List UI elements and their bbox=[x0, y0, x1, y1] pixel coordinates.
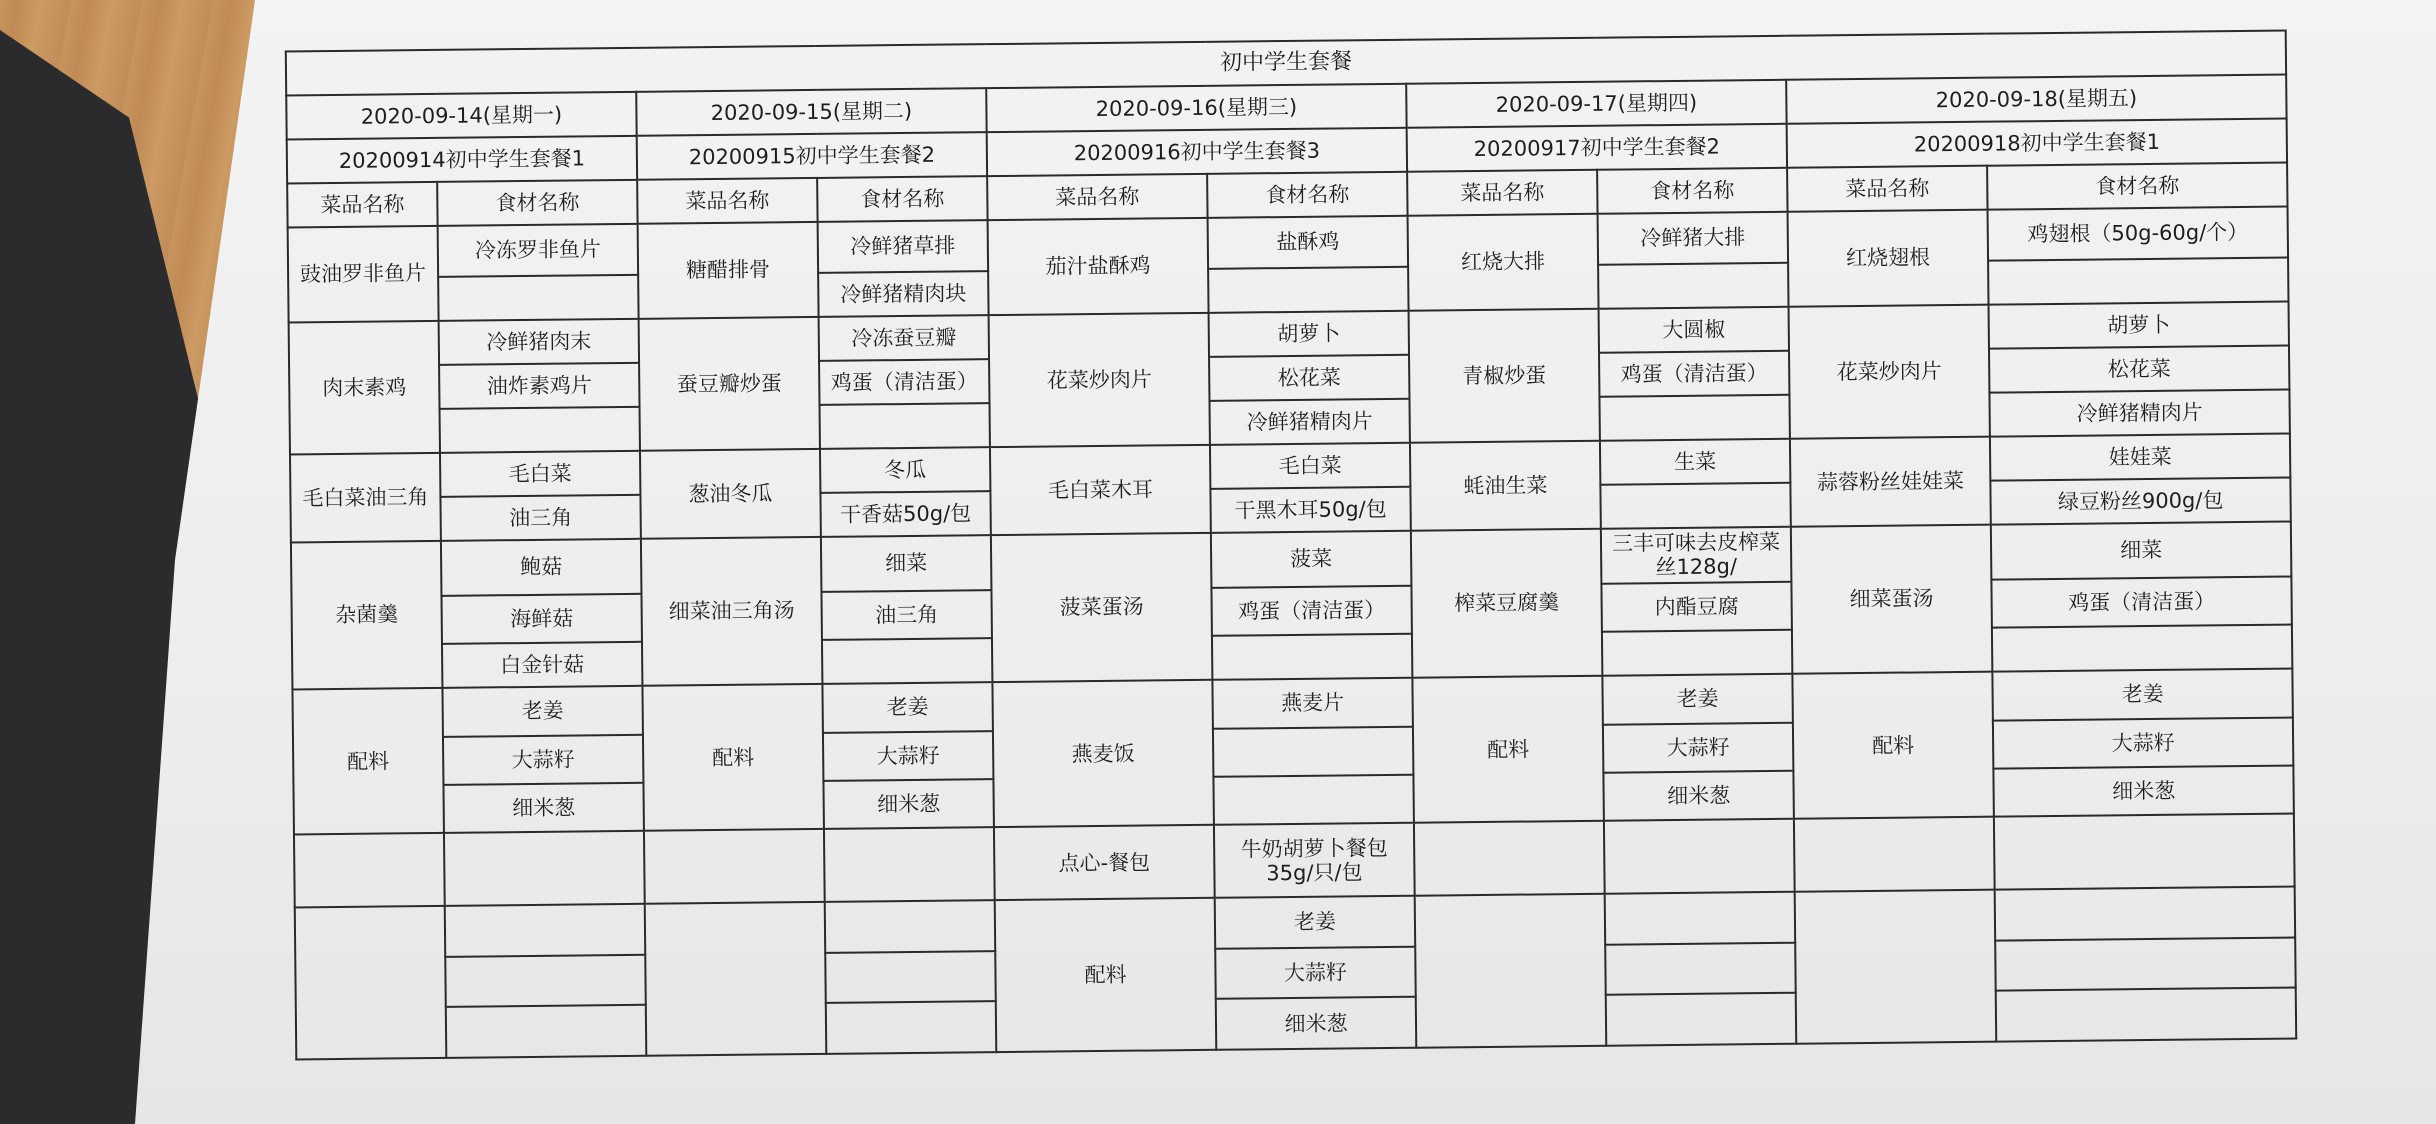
col-header-ingredient: 食材名称 bbox=[1597, 168, 1787, 214]
empty-cell bbox=[1606, 993, 1797, 1046]
ingredient: 鲍菇 bbox=[441, 539, 642, 596]
empty-cell bbox=[1605, 892, 1796, 945]
empty-cell bbox=[826, 1001, 997, 1054]
ingredient: 大蒜籽 bbox=[443, 734, 643, 784]
dish-name: 配料 bbox=[292, 688, 444, 835]
col-header-ingredient: 食材名称 bbox=[437, 180, 637, 226]
ingredient bbox=[1213, 775, 1413, 825]
date-thu: 2020-09-17(星期四) bbox=[1406, 80, 1786, 128]
ingredient: 细菜 bbox=[1991, 521, 2292, 579]
empty-cell bbox=[1794, 817, 1995, 892]
ingredient: 盐酥鸡 bbox=[1208, 216, 1409, 269]
empty-cell bbox=[1415, 894, 1607, 1048]
dish-name: 毛白菜木耳 bbox=[990, 445, 1211, 535]
ingredient: 冷鲜猪精肉片 bbox=[1209, 398, 1409, 444]
ingredient: 冷鲜猪肉末 bbox=[439, 318, 639, 364]
table-title: 初中学生套餐 bbox=[286, 31, 2286, 96]
ingredient: 细菜 bbox=[821, 535, 992, 592]
ingredient: 鸡蛋（清洁蛋） bbox=[1211, 586, 1411, 636]
ingredient bbox=[1212, 634, 1412, 680]
ingredient bbox=[1599, 394, 1789, 440]
col-header-ingredient: 食材名称 bbox=[1987, 163, 2288, 210]
empty-cell bbox=[825, 951, 996, 1003]
empty-cell bbox=[825, 900, 996, 952]
ingredient: 菠菜 bbox=[1211, 530, 1412, 587]
ingredient bbox=[1988, 257, 2289, 304]
ingredient: 鸡蛋（清洁蛋） bbox=[1599, 350, 1789, 396]
ingredient: 毛白菜 bbox=[440, 451, 640, 497]
date-tue: 2020-09-15(星期二) bbox=[636, 88, 986, 136]
ingredient: 老姜 bbox=[822, 682, 992, 732]
empty-cell bbox=[445, 904, 646, 957]
dish-name: 花菜炒肉片 bbox=[989, 313, 1210, 447]
ingredient bbox=[1602, 630, 1792, 676]
empty-cell bbox=[1994, 814, 2295, 890]
set-thu: 20200917初中学生套餐2 bbox=[1407, 124, 1787, 172]
set-wed: 20200916初中学生套餐3 bbox=[987, 128, 1407, 176]
empty-cell bbox=[824, 828, 995, 902]
ingredient bbox=[438, 274, 638, 320]
ingredient: 胡萝卜 bbox=[1989, 301, 2290, 348]
empty-cell bbox=[645, 902, 827, 1056]
dish-name: 配料 bbox=[1792, 672, 1994, 819]
dish-name: 配料 bbox=[995, 898, 1217, 1052]
menu-sheet bbox=[285, 30, 2295, 1061]
ingredient: 细米葱 bbox=[1993, 766, 2294, 818]
dish-name: 配料 bbox=[1412, 676, 1604, 823]
ingredient: 大蒜籽 bbox=[1603, 722, 1793, 772]
col-header-dish: 菜品名称 bbox=[987, 174, 1207, 220]
ingredient: 老姜 bbox=[1215, 896, 1416, 949]
ingredient: 冬瓜 bbox=[820, 447, 990, 493]
empty-cell bbox=[1995, 887, 2296, 941]
col-header-dish: 菜品名称 bbox=[1787, 166, 1987, 212]
dish-name: 燕麦饭 bbox=[992, 680, 1214, 828]
ingredient bbox=[1598, 262, 1788, 308]
ingredient bbox=[1992, 625, 2293, 672]
ingredient: 三丰可味去皮榨菜丝128g/ bbox=[1601, 527, 1792, 584]
empty-cell bbox=[1414, 821, 1605, 896]
dish-name: 葱油冬瓜 bbox=[640, 449, 821, 539]
dish-name: 花菜炒肉片 bbox=[1789, 304, 1990, 438]
ingredient bbox=[820, 403, 990, 449]
ingredient: 绿豆粉丝900g/包 bbox=[1990, 477, 2291, 524]
dish-name: 杂菌羹 bbox=[291, 541, 443, 690]
col-header-ingredient: 食材名称 bbox=[1207, 172, 1407, 218]
ingredient: 海鲜菇 bbox=[441, 594, 641, 644]
dish-name: 青椒炒蛋 bbox=[1409, 308, 1600, 442]
empty-cell bbox=[295, 906, 447, 1060]
ingredient: 细米葱 bbox=[1216, 997, 1417, 1050]
dish-name: 点心-餐包 bbox=[994, 825, 1215, 900]
set-mon: 20200914初中学生套餐1 bbox=[287, 136, 637, 184]
ingredient: 牛奶胡萝卜餐包35g/只/包 bbox=[1214, 823, 1415, 898]
dish-name: 豉油罗非鱼片 bbox=[288, 226, 439, 322]
dish-name: 菠菜蛋汤 bbox=[991, 533, 1213, 683]
ingredient: 油炸素鸡片 bbox=[439, 363, 639, 409]
ingredient: 松花菜 bbox=[1209, 354, 1409, 400]
dish-name: 蚕豆瓣炒蛋 bbox=[639, 317, 820, 451]
empty-cell bbox=[446, 1005, 647, 1058]
ingredient bbox=[822, 638, 992, 684]
ingredient: 鸡蛋（清洁蛋） bbox=[1991, 576, 2292, 628]
ingredient: 大圆椒 bbox=[1599, 306, 1789, 352]
dish-name: 细菜油三角汤 bbox=[641, 537, 823, 686]
ingredient: 老姜 bbox=[1602, 674, 1792, 724]
col-header-dish: 菜品名称 bbox=[637, 178, 817, 224]
empty-cell bbox=[1795, 890, 1997, 1044]
col-header-dish: 菜品名称 bbox=[287, 182, 437, 228]
ingredient: 冷鲜猪精肉片 bbox=[1989, 389, 2290, 436]
dish-name: 红烧大排 bbox=[1408, 214, 1599, 311]
col-header-dish: 菜品名称 bbox=[1407, 170, 1597, 216]
dish-name: 蒜蓉粉丝娃娃菜 bbox=[1790, 436, 1991, 526]
ingredient: 燕麦片 bbox=[1212, 678, 1412, 728]
date-wed: 2020-09-16(星期三) bbox=[986, 84, 1406, 132]
dish-name: 蚝油生菜 bbox=[1410, 440, 1601, 530]
empty-cell bbox=[1605, 942, 1796, 995]
ingredient: 松花菜 bbox=[1989, 345, 2290, 392]
ingredient bbox=[1600, 483, 1790, 529]
ingredient: 干香菇50g/包 bbox=[820, 491, 990, 537]
ingredient: 白金针菇 bbox=[442, 642, 642, 688]
ingredient: 干黑木耳50g/包 bbox=[1210, 486, 1410, 532]
dish-name: 细菜蛋汤 bbox=[1791, 524, 1993, 674]
empty-cell bbox=[294, 833, 445, 907]
ingredient: 冷鲜猪大排 bbox=[1598, 212, 1789, 265]
ingredient bbox=[1208, 266, 1408, 312]
ingredient: 细米葱 bbox=[823, 779, 993, 829]
date-fri: 2020-09-18(星期五) bbox=[1786, 75, 2287, 124]
ingredient: 老姜 bbox=[442, 686, 642, 736]
dish-name: 茄汁盐酥鸡 bbox=[988, 218, 1209, 315]
dish-name: 毛白菜油三角 bbox=[290, 453, 441, 543]
set-tue: 20200915初中学生套餐2 bbox=[637, 132, 987, 180]
ingredient: 细米葱 bbox=[1603, 771, 1793, 821]
empty-cell bbox=[1995, 937, 2296, 991]
empty-cell bbox=[644, 829, 825, 904]
empty-cell bbox=[1996, 988, 2297, 1042]
ingredient: 娃娃菜 bbox=[1990, 433, 2291, 480]
dish-name: 红烧翅根 bbox=[1788, 210, 1989, 307]
dish-name: 肉末素鸡 bbox=[289, 321, 440, 455]
ingredient: 细米葱 bbox=[443, 783, 643, 833]
menu-table bbox=[285, 30, 2298, 1061]
ingredient: 油三角 bbox=[821, 590, 991, 640]
ingredient bbox=[440, 407, 640, 453]
date-mon: 2020-09-14(星期一) bbox=[286, 92, 636, 140]
ingredient: 冷冻罗非鱼片 bbox=[438, 224, 639, 277]
ingredient: 大蒜籽 bbox=[1215, 946, 1416, 999]
ingredient: 内酯豆腐 bbox=[1601, 582, 1791, 632]
empty-cell bbox=[444, 831, 645, 906]
col-header-ingredient: 食材名称 bbox=[817, 176, 987, 222]
ingredient: 老姜 bbox=[1992, 669, 2293, 721]
dish-name: 榨菜豆腐羹 bbox=[1411, 529, 1603, 678]
ingredient: 生菜 bbox=[1600, 438, 1790, 484]
ingredient: 大蒜籽 bbox=[1993, 717, 2294, 769]
ingredient: 大蒜籽 bbox=[823, 731, 993, 781]
ingredient: 冷冻蚕豆瓣 bbox=[819, 315, 989, 361]
empty-cell bbox=[1604, 819, 1795, 894]
ingredient: 冷鲜猪精肉块 bbox=[818, 271, 988, 317]
ingredient: 毛白菜 bbox=[1210, 442, 1410, 488]
ingredient: 鸡蛋（清洁蛋） bbox=[819, 359, 989, 405]
ingredient: 胡萝卜 bbox=[1209, 310, 1409, 356]
ingredient: 冷鲜猪草排 bbox=[818, 220, 989, 272]
ingredient bbox=[1213, 726, 1413, 776]
empty-cell bbox=[445, 954, 646, 1007]
ingredient: 油三角 bbox=[440, 495, 640, 541]
dish-name: 配料 bbox=[642, 684, 824, 831]
ingredient: 鸡翅根（50g-60g/个） bbox=[1988, 207, 2289, 261]
dish-name: 糖醋排骨 bbox=[638, 222, 819, 319]
set-fri: 20200918初中学生套餐1 bbox=[1787, 119, 2288, 168]
